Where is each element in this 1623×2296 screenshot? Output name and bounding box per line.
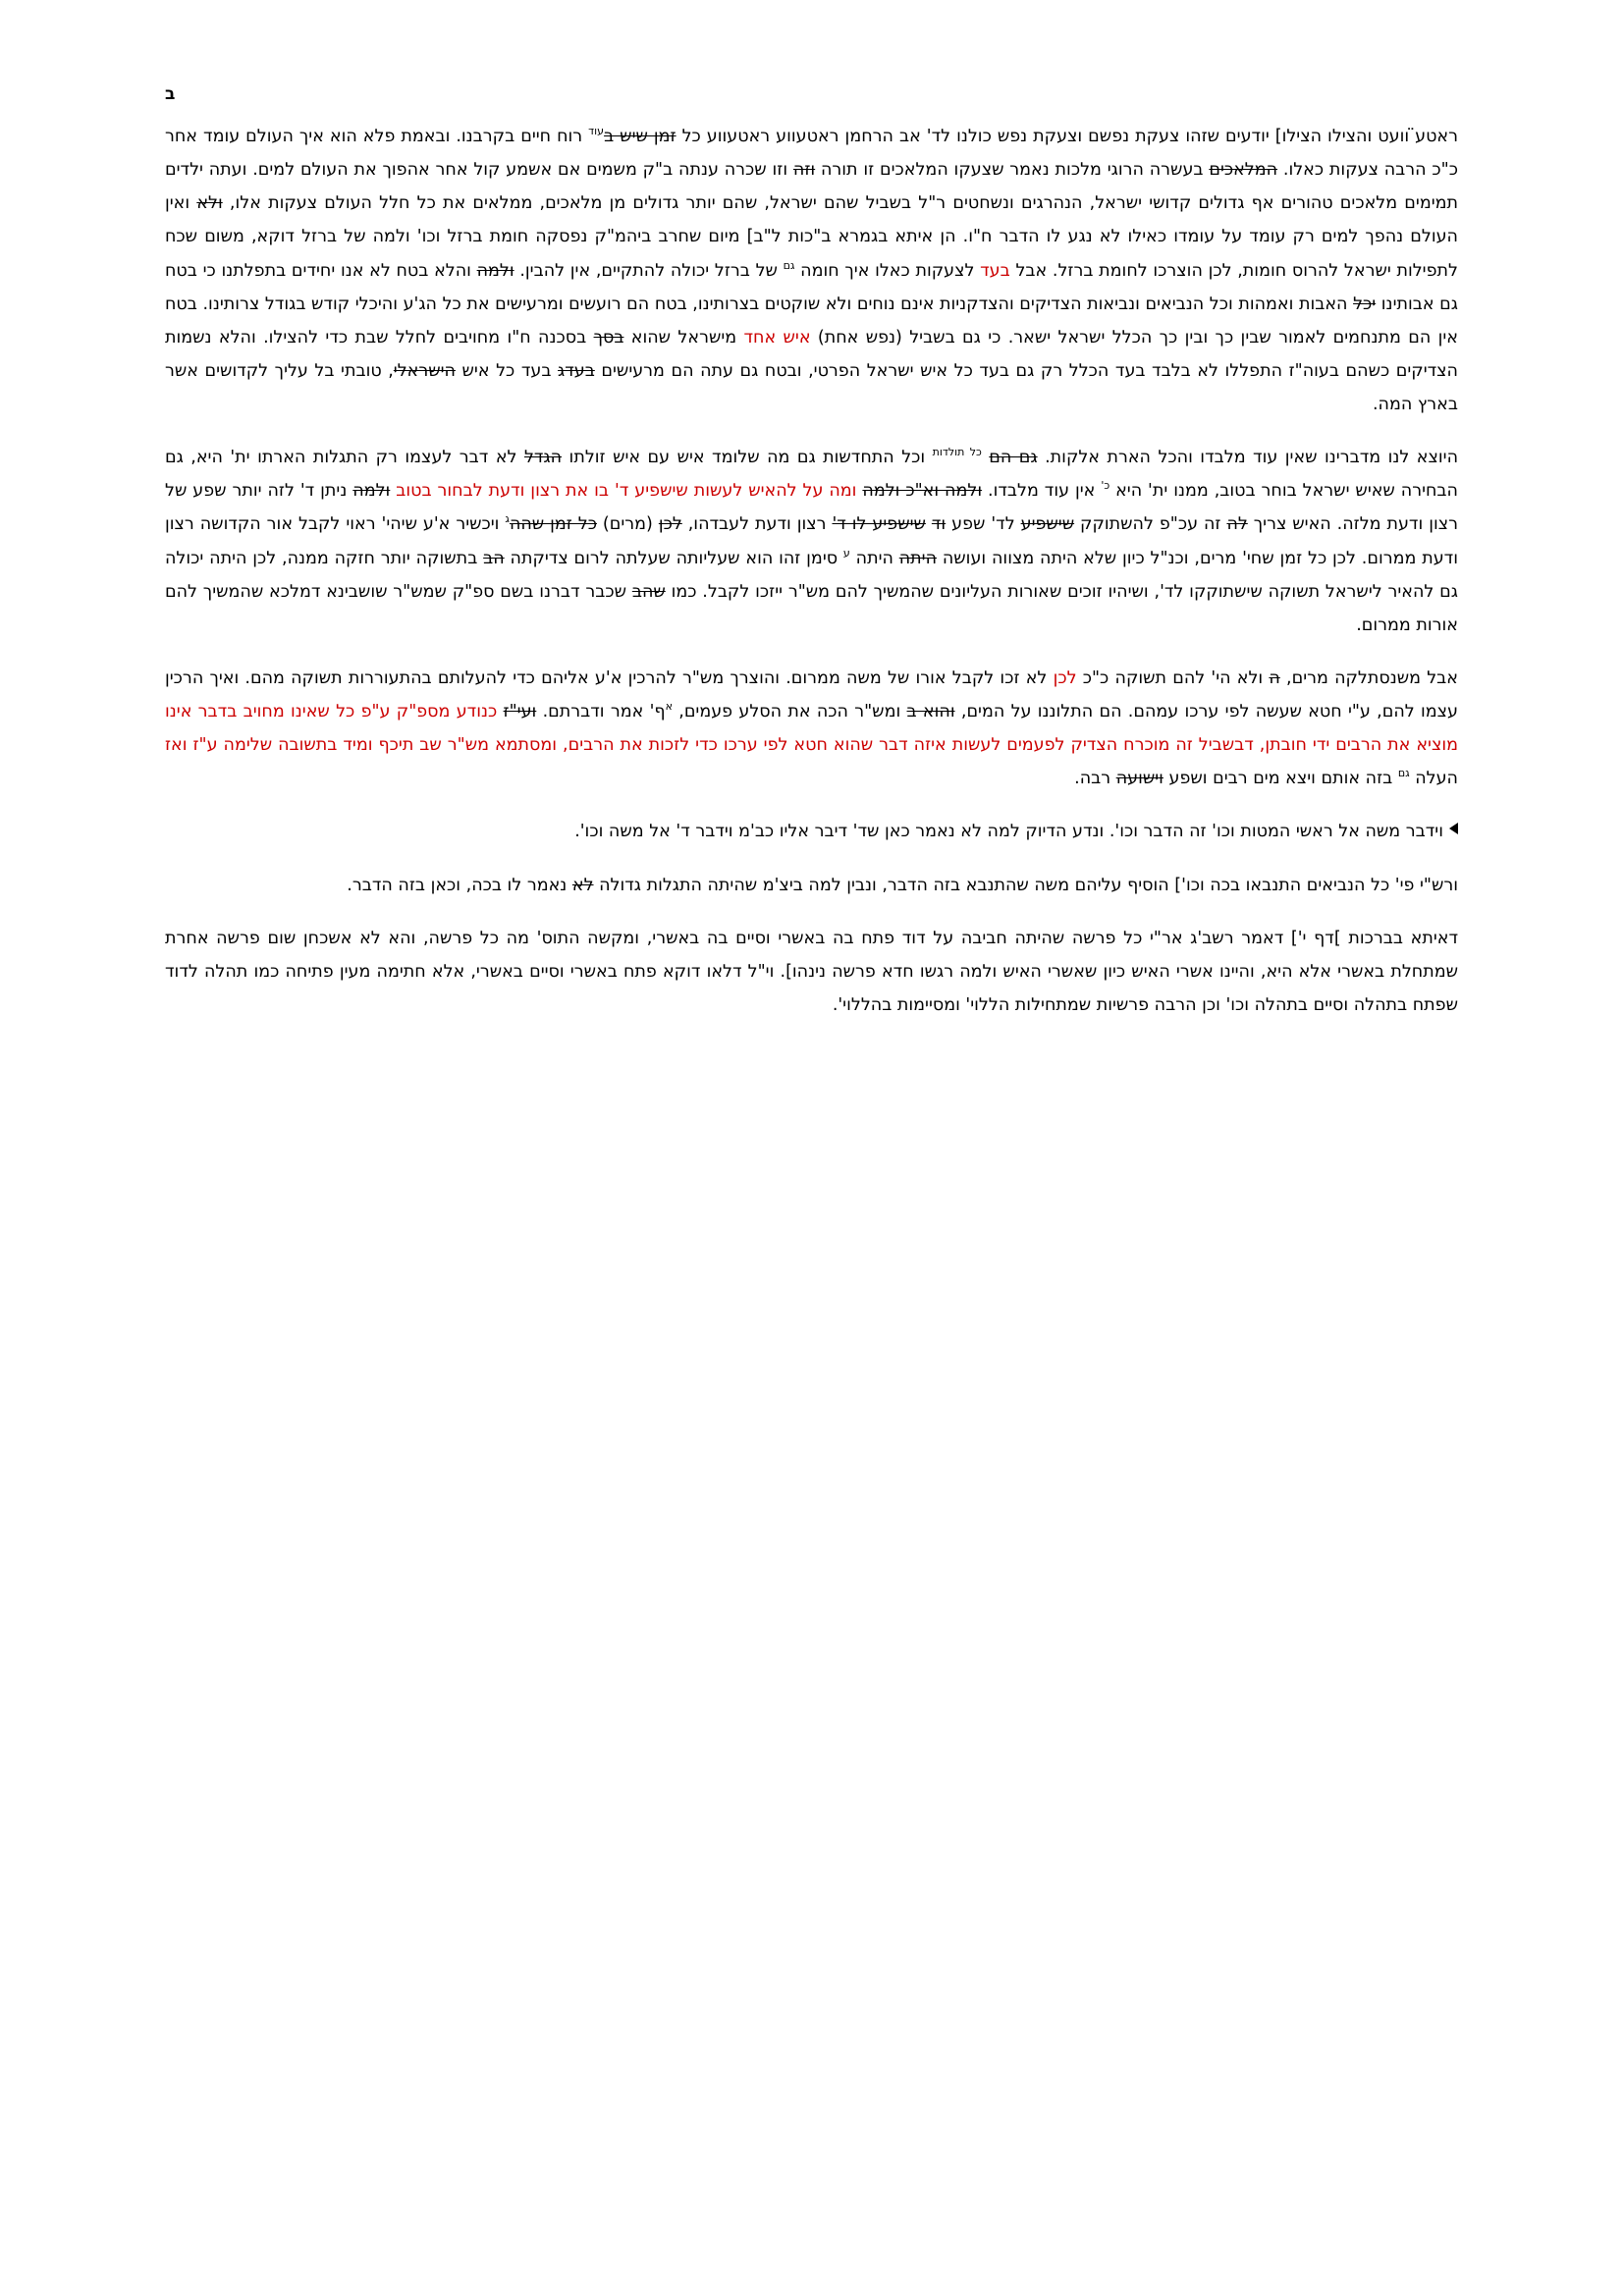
superscript-note: א <box>665 700 673 714</box>
text-run: ולא הי' להם תשוקה כ"כ <box>1076 667 1270 688</box>
text-run: הן <box>940 227 956 247</box>
text-run: לצעקות כאלו איך חומה <box>794 260 975 281</box>
paragraph <box>165 922 1458 1022</box>
paragraph <box>165 869 1458 902</box>
text-run: בעשרה הרוגי מלכות נאמר שצעקו המלאכים זו תורה <box>815 160 1210 181</box>
struck-text: ולמה <box>476 260 514 281</box>
text-run: ית' <box>230 448 250 468</box>
text-run: אבל משנסתלקה מרים, <box>1279 667 1458 688</box>
text-run: נאמר לו בכה, וכאן בזה הדבר. <box>347 875 572 895</box>
superscript-note: ע <box>842 546 850 560</box>
text-run: וידבר משה אל ראשי המטות וכו' זה הדבר וכו'. ונדע הדיוק למה לא נאמר כאן שד' דיבר אליו כב'מ וידבר ד' אל משה וכו'. <box>574 822 1443 842</box>
struck-text: ה <box>1269 667 1280 688</box>
text-run: הצילו <box>1281 127 1328 146</box>
page-number: ב <box>165 84 176 104</box>
text-run: מישראל שהוא <box>623 327 744 347</box>
struck-text: הב <box>483 548 505 568</box>
text-run: וכל התחדשות גם מה שלומד איש עם איש זולתו <box>562 448 933 468</box>
highlighted-text: לכן <box>1053 667 1077 688</box>
text-run: וזו שכרה ענתה ב"ק משמים אם אשמע קול אחר אהפוך את העולם למים. ועתה ילדים תמימים מלאכים טהורים אף גדולים קדושי ישראל, הנהרגים ונשחטים <box>165 160 1459 214</box>
text-run: מרים, וכנ"ל כיון שלא היתה מצווה ועושה <box>937 548 1243 568</box>
text-run: ואין העולם נהפך למים רק עומד על עומדו כאילו לא נגע לו הדבר ח"ו. <box>165 193 1458 247</box>
struck-text: וד <box>931 514 947 535</box>
superscript-note: כ' <box>1101 479 1110 493</box>
bullet-triangle-icon <box>1449 823 1458 834</box>
superscript-note: כל תולדות <box>932 446 982 459</box>
text-run: דאיתא בברכות ]דף י'] דאמר רשב'ג אר"י כל פרשה שהיתה חביבה על דוד פתח בה באשרי וסיים בה באשרי, ומקשה התוס' מה כל פרשה, והא לא אשכחן שום פרשה אחרת שמתחלת באשרי אלא היא, והיינו אשרי האיש כיון שאשרי האיש ולמה רגשו חדא פרשה נינהו]. וי"ל דלאו דוקא פתח באשרי וסיים באשרי, אלא חתימה מעין פתיחה כמו תהלה לדוד שפתח בתהלה וסיים בתהלה וכו' וכן הרבה פרשיות שמתחילות הללוי' ומסיימות בהללוי'. <box>165 928 1458 1015</box>
text-run: בשביל שהם ישראל, שהם יותר גדולים מן מלאכים, ממלאים את כל חלל העולם צעקות אלו, <box>222 193 919 214</box>
struck-text: זמן שיש ב <box>604 127 676 146</box>
text-run: לא זכו לקבל אורו של משה ממרום. והוצרך מש"ר להרכין א'ע אליהם כדי להעלותם בהתעוררות תשוקה מהם. ואיך הרכין עצמו להם, ע"י חטא שעשה לפי ערכו עמהם. הם התלוננו על המים, <box>165 667 1458 721</box>
struck-text: הישראלי <box>393 360 456 381</box>
struck-text: בסך <box>593 327 624 347</box>
highlighted-text: איש אחד <box>743 327 811 347</box>
text-run: ניתן ד' לזה יותר שפע של רצון ודעת מלזה. האיש צריך <box>165 481 1458 535</box>
struck-text: גם הם <box>989 448 1038 468</box>
struck-text: שישפיע <box>1020 514 1075 535</box>
text-run: ] יודעים שזהו צעקת נפשם וצעקת נפש כולנו לד' אב הרחמן ראטעווע ראטעווע כל <box>676 127 1282 146</box>
text-run: בסכנה ח"ו מחויבים לחלל שבת כדי להצילו. והלא נשמות הצדיקים כשהם בעוה"ז התפללו לא בלבד בעד הכלל רק גם בעד כל איש ישראל הפרטי, ובטח גם עתה הם מרעישים <box>165 327 1458 381</box>
text-run: והצילו <box>1327 127 1373 146</box>
text-run: ר"ל <box>918 193 947 214</box>
text-run: איתא בגמרא ב <box>821 227 941 247</box>
struck-text: ולמה <box>352 481 391 502</box>
text-run: סימן זהו הוא שעליותה שעלתה לרום צדיקתה <box>504 548 843 568</box>
struck-text: והוא ב <box>906 702 955 721</box>
text-run: וועט <box>1372 127 1416 146</box>
struck-text: ועי"ז <box>503 702 537 721</box>
highlighted-text: כנודע מספ"ק ע"פ כל שאינו מחויב בדבר אינו מוציא את הרבים ידי חובתן, דבשביל זה מוכרח הצדיק לפעמים לעשות איזה דבר שהוא חטא לפי ערכו כדי לזכות את הרבים, ומסתמא מש"ר שב תיכף ומיד בתשובה שלימה ע"ז ואז <box>165 702 1458 756</box>
text-run: לא דבר לעצמו רק התגלות הארתו <box>249 448 524 468</box>
struck-text: ולמה וא"כ ולמה <box>862 481 983 502</box>
struck-text: וישועה <box>1115 769 1163 789</box>
superscript-note: גם <box>1397 767 1410 780</box>
text-run: רבה. <box>1074 769 1116 789</box>
document-body <box>165 120 1458 1022</box>
struck-text: לא <box>571 875 594 895</box>
text-run: אין עוד מלבדו. <box>982 481 1102 502</box>
struck-text: כל זמן שהה <box>509 514 597 535</box>
text-run: ויכשיר א'ע שיהי' ראוי לקבל אור הקדושה רצון ודעת ממרום. לכן כל <box>165 514 1458 568</box>
text-run: רצון ודעת לעבדהו, <box>681 514 833 535</box>
text-run: כות ל"ב] מיום שחרב ביהמ"ק נפסקה חומת ברזל וכו' ולמה של ברזל דוקא, משום שכח לתפילות ישראל להרוס חומות, לכן הוצרכו לחומת ברזל. אבל <box>165 227 1458 281</box>
text-run: לד' שפע <box>946 514 1021 535</box>
text-run: ורש"י פי' כל הנביאים התנבאו בכה וכו'] הוסיף עליהם משה שהתנבא בזה הדבר, ונבין למה ביצ'מ שהיתה התגלות גדולה <box>593 875 1458 895</box>
paragraph <box>165 662 1458 796</box>
struck-text: בעדג <box>558 360 595 381</box>
superscript-note: ג <box>505 512 510 526</box>
superscript-note: גם <box>783 258 795 272</box>
text-run: שכבר דברנו בשם ספ"ק שמש"ר שושבינא דמלכא שהמשיך להם אורות ממרום. <box>165 581 1458 635</box>
superscript-note: עוד <box>588 125 605 138</box>
paragraph <box>165 441 1458 642</box>
struck-text: שהב <box>631 581 666 602</box>
paragraph <box>165 120 1458 421</box>
text-run: ראטע <box>1415 127 1458 146</box>
text-run: היתה <box>849 548 899 568</box>
struck-text: יכל <box>1353 294 1377 314</box>
text-run: זה עכ"פ להשתוקק <box>1074 514 1227 535</box>
text-run: בתשוקה יותר חזקה ממנה, לכן היתה יכולה גם להאיר לישראל תשוקה שישתוקקו לד', ושיהיו זוכים שאורות העליונים שהמשיך להם מש"ר ייזכו לקבל. כמו <box>165 548 1458 602</box>
struck-text: המלאכים <box>1209 160 1278 181</box>
paragraph <box>165 815 1458 848</box>
text-run: בעד כל איש <box>455 360 558 381</box>
text-run: היא, גם הבחירה שאיש ישראל בוחר בטוב, ממנו ית' היא <box>165 448 1458 502</box>
text-run: , טובתי בל עליך לקדושים אשר בארץ המה. <box>165 360 1458 414</box>
text-run: האבות ואמהות וכל הנביאים ונביאות הצדיקים והצדקניות אינם נוחים ולא שוקטים בצרותינו, בטח הם רועשים ומרעישים את כל הג'ע והיכלי קודש בגודל צרותינו. בטח אין הם מתנחמים לאמור שבין כך ובין כך הכלל ישראל ישאר. כי גם בשביל (נפש אחת) <box>165 294 1458 347</box>
text-run: זמן שחי' <box>1242 548 1303 568</box>
struck-text: היתה <box>898 548 938 568</box>
text-run: של ברזל יכולה להתקיים, אין להבין. <box>514 260 784 281</box>
struck-text: ולא <box>196 193 223 214</box>
struck-text: הגדל <box>523 448 563 468</box>
text-run: בזה אותם ויצא מים רבים ושפע <box>1163 769 1398 789</box>
text-run: ומש"ר הכה את הסלע פעמים, <box>672 702 907 721</box>
text-run: היוצא לנו מדברינו שאין עוד מלבדו והכל הארת אלקות. <box>1037 448 1458 468</box>
text-run: והלא בטח לא אנו יחידים בתפלתנו כי בטח גם אבותינו <box>165 260 1458 314</box>
highlighted-text: ומה על להאיש לעשות שישפיע ד' בו את רצון ודעת לבחור בטוב <box>396 481 857 502</box>
struck-text: לה <box>1226 514 1248 535</box>
struck-text: וזה <box>792 160 816 181</box>
struck-text: שישפיע לו ד' <box>832 514 926 535</box>
struck-text: לכן <box>658 514 682 535</box>
text-run: ף' אמר ודברתם. <box>536 702 666 721</box>
text-run: " <box>813 227 822 247</box>
text-run: העלה <box>1409 769 1458 789</box>
highlighted-text: בעד <box>980 260 1010 281</box>
text-run: רוח חיים בקרבנו. ובאמת פלא הוא איך העולם עומד אחר כ"כ הרבה צעקות כאלו. <box>165 127 1458 181</box>
text-run: (מרים) <box>597 514 659 535</box>
